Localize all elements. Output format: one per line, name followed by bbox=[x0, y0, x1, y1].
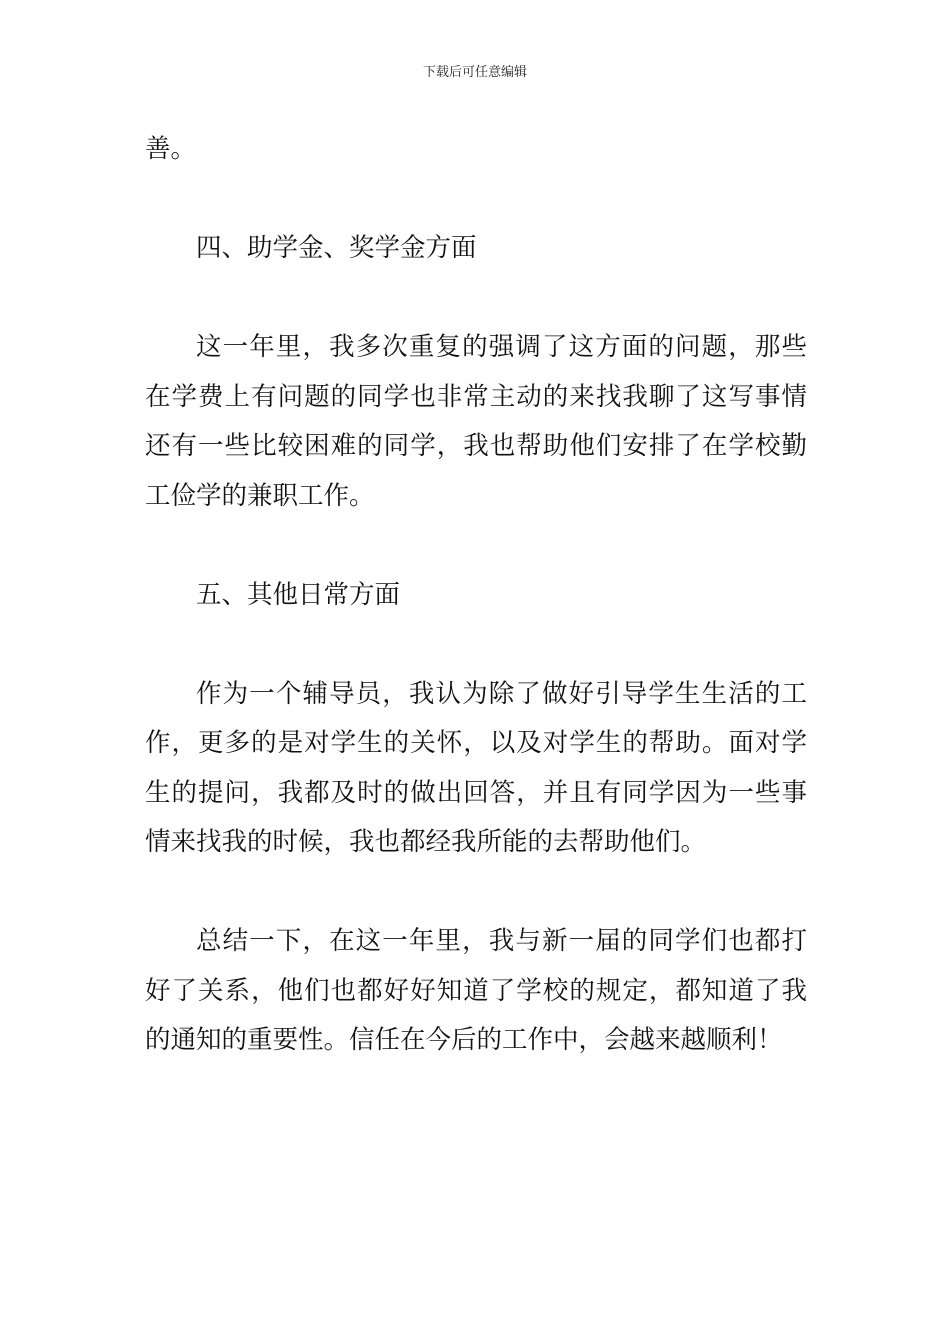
document-body bbox=[145, 125, 807, 1066]
page-header-note: 下载后可任意编辑 bbox=[422, 65, 527, 80]
section-heading-daily-affairs: 五、其他日常方面 bbox=[196, 579, 401, 610]
paragraph-summary: 总结一下，在这一年里，我与新一届的同学们也都打好了关系，他们也都好好知道了学校的规定，都知道了我的通知的重要性。信任在今后的工作中，会越来越顺利！ bbox=[145, 926, 807, 1055]
section-heading-financial-aid: 四、助学金、奖学金方面 bbox=[196, 233, 477, 263]
paragraph-daily-affairs: 作为一个辅导员，我认为除了做好引导学生生活的工作，更多的是对学生的关怀，以及对学生的帮助。面对学生的提问，我都及时的做出回答，并且有同学因为一些事情来找我的时候，我也都经我所能的去帮助他们。 bbox=[145, 678, 807, 857]
paragraph-continuation: 善。 bbox=[145, 134, 197, 164]
paragraph-financial-aid: 这一年里，我多次重复的强调了这方面的问题，那些在学费上有问题的同学也非常主动的来找我聊了这写事情还有一些比较困难的同学，我也帮助他们安排了在学校勤工俭学的兼职工作。 bbox=[145, 332, 807, 511]
